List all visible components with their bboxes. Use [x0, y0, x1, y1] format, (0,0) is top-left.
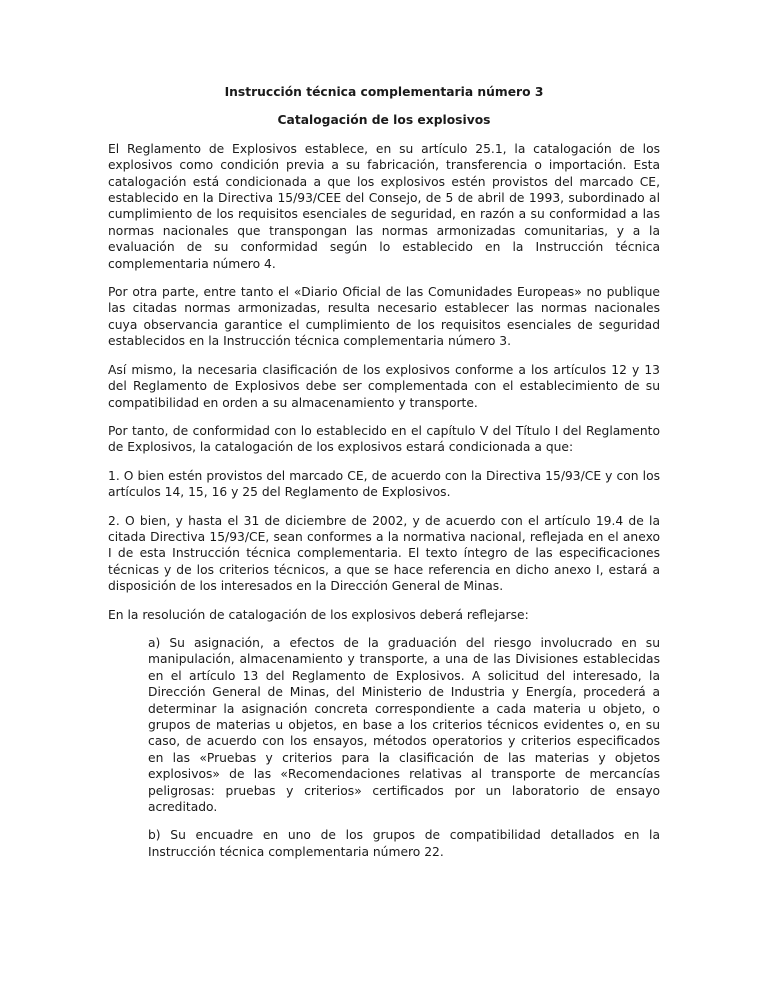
paragraph-3: Así mismo, la necesaria clasificación de los explosivos conforme a los artículos 12 y 13 del Reglamento de Explosivos debe ser complementada con el establecimiento de su compatibilidad en orden a su almacenamiento y transporte. [108, 362, 660, 410]
paragraph-1: El Reglamento de Explosivos establece, en su artículo 25.1, la catalogación de los explosivos como condición previa a su fabricación, transferencia o importación. Esta catalogación está condicionada a que los explosivos estén provistos del marcado CE, establecido en la Directiva 15/93/CEE del Consejo, de 5 de abril de 1993, subordinado al cumplimiento de los requisitos esenciales de seguridad, en razón a su conformidad a las normas nacionales que transpongan las normas armonizadas comunitarias, y a la evaluación de su conformidad según lo establecido en la Instrucción técnica complementaria número 4. [108, 141, 660, 271]
document-subtitle: Catalogación de los explosivos [277, 113, 491, 128]
list-item-a: a) Su asignación, a efectos de la graduación del riesgo involucrado en su manipulación, almacenamiento y transporte, a una de las Divisiones establecidas en el artículo 13 del Reglamento de Explosivos. A solicitud del interesado, la Dirección General de Minas, del Ministerio de Industria y Energía, procederá a determinar la asignación concreta correspondiente a cada materia u objeto, o grupos de materias u objetos, en base a los criterios técnicos evidentes o, en su caso, de acuerdo con los ensayos, métodos operatorios y criterios especificados en las «Pruebas y criterios para la clasificación de las materias y objetos explosivos» de las «Recomendaciones relativas al transporte de mercancías peligrosas: pruebas y criterios» certificados por un laboratorio de ensayo acreditado. [148, 635, 660, 815]
paragraph-7: En la resolución de catalogación de los explosivos deberá reflejarse: [108, 607, 529, 622]
paragraph-2: Por otra parte, entre tanto el «Diario Oficial de las Comunidades Europeas» no publique las citadas normas armonizadas, resulta necesario establecer las normas nacionales cuya observancia garantice el cumplimiento de los requisitos esenciales de seguridad establecidos en la Instrucción técnica complementaria número 3. [108, 285, 660, 349]
paragraph-5-item-1: 1. O bien estén provistos del marcado CE, de acuerdo con la Directiva 15/93/CE y con los artículos 14, 15, 16 y 25 del Reglamento de Explosivos. [108, 468, 660, 500]
paragraph-6-item-2: 2. O bien, y hasta el 31 de diciembre de 2002, y de acuerdo con el artículo 19.4 de la citada Directiva 15/93/CE, sean conformes a la normativa nacional, reflejada en el anexo I de esta Instrucción técnica complementaria. El texto íntegro de las especificaciones técnicas y de los criterios técnicos, a que se hace referencia en dicho anexo I, estará a disposición de los interesados en la Dirección General de Minas. [108, 513, 660, 594]
list-item-b: b) Su encuadre en uno de los grupos de compatibilidad detallados en la Instrucción técnica complementaria número 22. [148, 828, 660, 859]
paragraph-4: Por tanto, de conformidad con lo establecido en el capítulo V del Título I del Reglamento de Explosivos, la catalogación de los explosivos estará condicionada a que: [108, 423, 660, 455]
document-title: Instrucción técnica complementaria número 3 [224, 85, 544, 99]
